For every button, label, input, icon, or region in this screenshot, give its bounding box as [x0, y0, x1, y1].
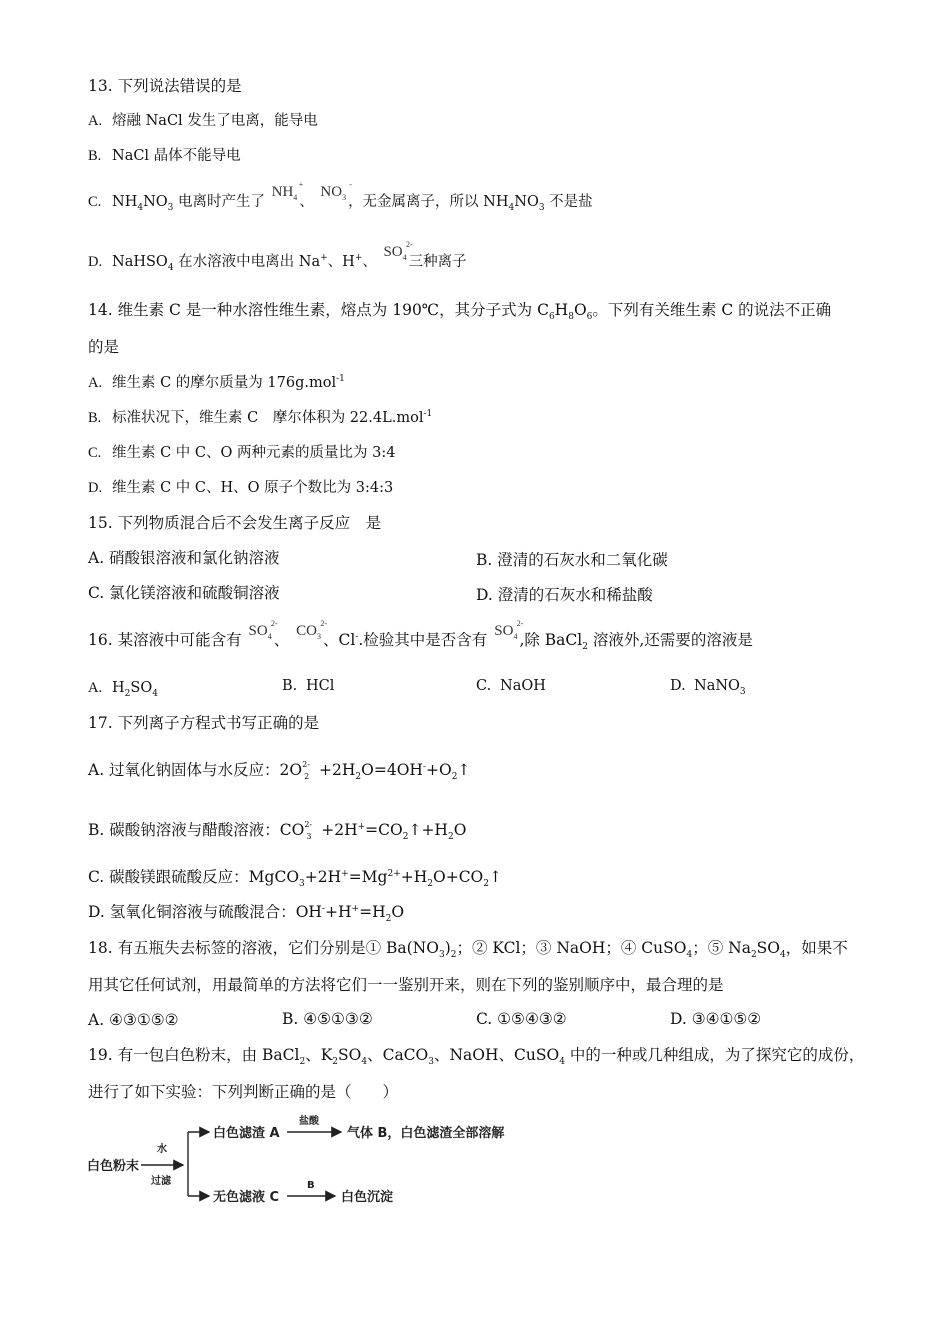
experiment-flow-diagram — [85, 1110, 545, 1210]
q16-option-c: C. NaOH — [476, 678, 546, 694]
nitrate-ion: $NO_3$ - — [320, 180, 353, 202]
bottom-result-label: 白色沉淀 — [341, 1190, 394, 1205]
q17-option-a: A. 过氧化钠固体与水反应：2O 2- 2 $+2H_2O=4OH^-+O_2↑$ — [88, 760, 471, 783]
q14-stem-line1: 14. 维生素 C 是一种水溶性维生素，熔点为 190℃，其分子式为 $C_6H_8O_6$。下列有关维生素 C 的说法不正确 — [88, 301, 832, 323]
q16-option-a: A. $H_2SO_4$ — [88, 680, 158, 699]
q18-option-c: C. ①⑤④③② — [476, 1010, 567, 1028]
q13-option-d: D. NaHSO$_4$ 在水溶液中电离出 Na+、H+、 $SO_4$ 2- 三种离子 — [88, 240, 467, 273]
q13-option-a: A. 熔融 NaCl 发生了电离，能导电 — [88, 113, 318, 129]
q18-option-a: A. ④③①⑤② — [88, 1011, 179, 1029]
water-label: 水 — [157, 1144, 167, 1155]
q18-option-b: B. ④⑤①③② — [282, 1010, 373, 1028]
filtrate-c-label: 无色滤液 C — [213, 1190, 280, 1205]
q16-option-b: B. HCl — [282, 678, 335, 694]
q15-option-c: C. 氯化镁溶液和硫酸铜溶液 — [88, 584, 280, 602]
start-label: 白色粉末 — [87, 1159, 140, 1174]
q14-option-d: D. 维生素 C 中 C、H、O 原子个数比为 3:4:3 — [88, 480, 394, 496]
q16-stem: 16. 某溶液中可能含有 $SO_4$ 2- 、 $CO_3$ 2- 、Cl-.检验其中是否含有 $SO_4$ 2- ,除 BaCl$_2$ 溶液外,还需要的溶液是 — [88, 619, 753, 653]
top-result-label: 气体 B，白色滤渣全部溶解 — [347, 1126, 505, 1141]
q14-option-a: A. 维生素 C 的摩尔质量为 176g.mol$^{-1}$ — [88, 374, 345, 391]
q17-option-c: C. 碳酸镁跟硫酸反应：$MgCO_3+2H^+=Mg^{2+}+H_2O+CO_2↑$ — [88, 868, 502, 890]
q18-stem-line1: 18. 有五瓶失去标签的溶液，它们分别是① $Ba(NO_3)_2$；② KCl；③ NaOH；④ CuSO$_4$；⑤ $Na_2SO_4$，如果不 — [88, 939, 848, 961]
q19-stem-line1: 19. 有一包白色粉末，由 BaCl$_2$、$K_2SO_4$、CaCO$_3$、NaOH、CuSO$_4$ 中的一种或几种组成，为了探究它的成份， — [88, 1046, 865, 1068]
q17-option-d: D. 氢氧化铜溶液与硫酸混合：$OH^-+H^+=H_2O$ — [88, 903, 405, 925]
q14-stem-line2: 的是 — [88, 338, 120, 356]
q13-option-b: B. NaCl 晶体不能导电 — [88, 148, 241, 164]
ammonium-ion: $NH_4$ + — [271, 180, 304, 202]
q15-option-a: A. 硝酸银溶液和氯化钠溶液 — [88, 549, 280, 567]
q14-option-c: C. 维生素 C 中 C、O 两种元素的质量比为 3:4 — [88, 445, 396, 461]
residue-a-label: 白色滤渣 A — [213, 1126, 280, 1141]
q17-stem: 17. 下列离子方程式书写正确的是 — [88, 714, 320, 732]
b-label: B — [307, 1180, 315, 1191]
sulfate-ion: $SO_4$ 2- — [383, 240, 413, 262]
carbonate-ion: $CO_3$ 2- — [296, 619, 327, 641]
q14-option-b: B. 标准状况下，维生素 C 摩尔体积为 22.4L.mol$^{-1}$ — [88, 409, 433, 426]
sulfate-ion: $SO_4$ 2- — [248, 619, 278, 641]
q18-option-d: D. ③④①⑤② — [670, 1010, 762, 1028]
q19-stem-line2: 进行了如下实验：下列判断正确的是（ ） — [88, 1083, 399, 1101]
q13-option-c: C. $NH_4NO_3$ 电离时产生了 $NH_4$ + 、 $NO_3$ - ，无金属离子，所以 $NH_4NO_3$ 不是盐 — [88, 180, 593, 213]
q15-stem: 15. 下列物质混合后不会发生离子反应 是 — [88, 514, 382, 532]
q13-stem: 13. 下列说法错误的是 — [88, 77, 242, 95]
acid-label: 盐酸 — [299, 1116, 319, 1127]
sulfate-ion: $SO_4$ 2- — [494, 619, 524, 641]
q15-option-b: B. 澄清的石灰水和二氧化碳 — [476, 551, 668, 569]
filter-label: 过滤 — [151, 1176, 171, 1187]
q18-stem-line2: 用其它任何试剂，用最简单的方法将它们一一鉴别开来，则在下列的鉴别顺序中，最合理的是 — [88, 976, 724, 994]
q15-option-d: D. 澄清的石灰水和稀盐酸 — [476, 586, 653, 604]
q16-option-d: D. NaNO$_3$ — [670, 678, 746, 697]
q17-option-b: B. 碳酸钠溶液与醋酸溶液：CO 2- 3 $+2H^+=CO_2↑+H_2O$ — [88, 820, 467, 843]
